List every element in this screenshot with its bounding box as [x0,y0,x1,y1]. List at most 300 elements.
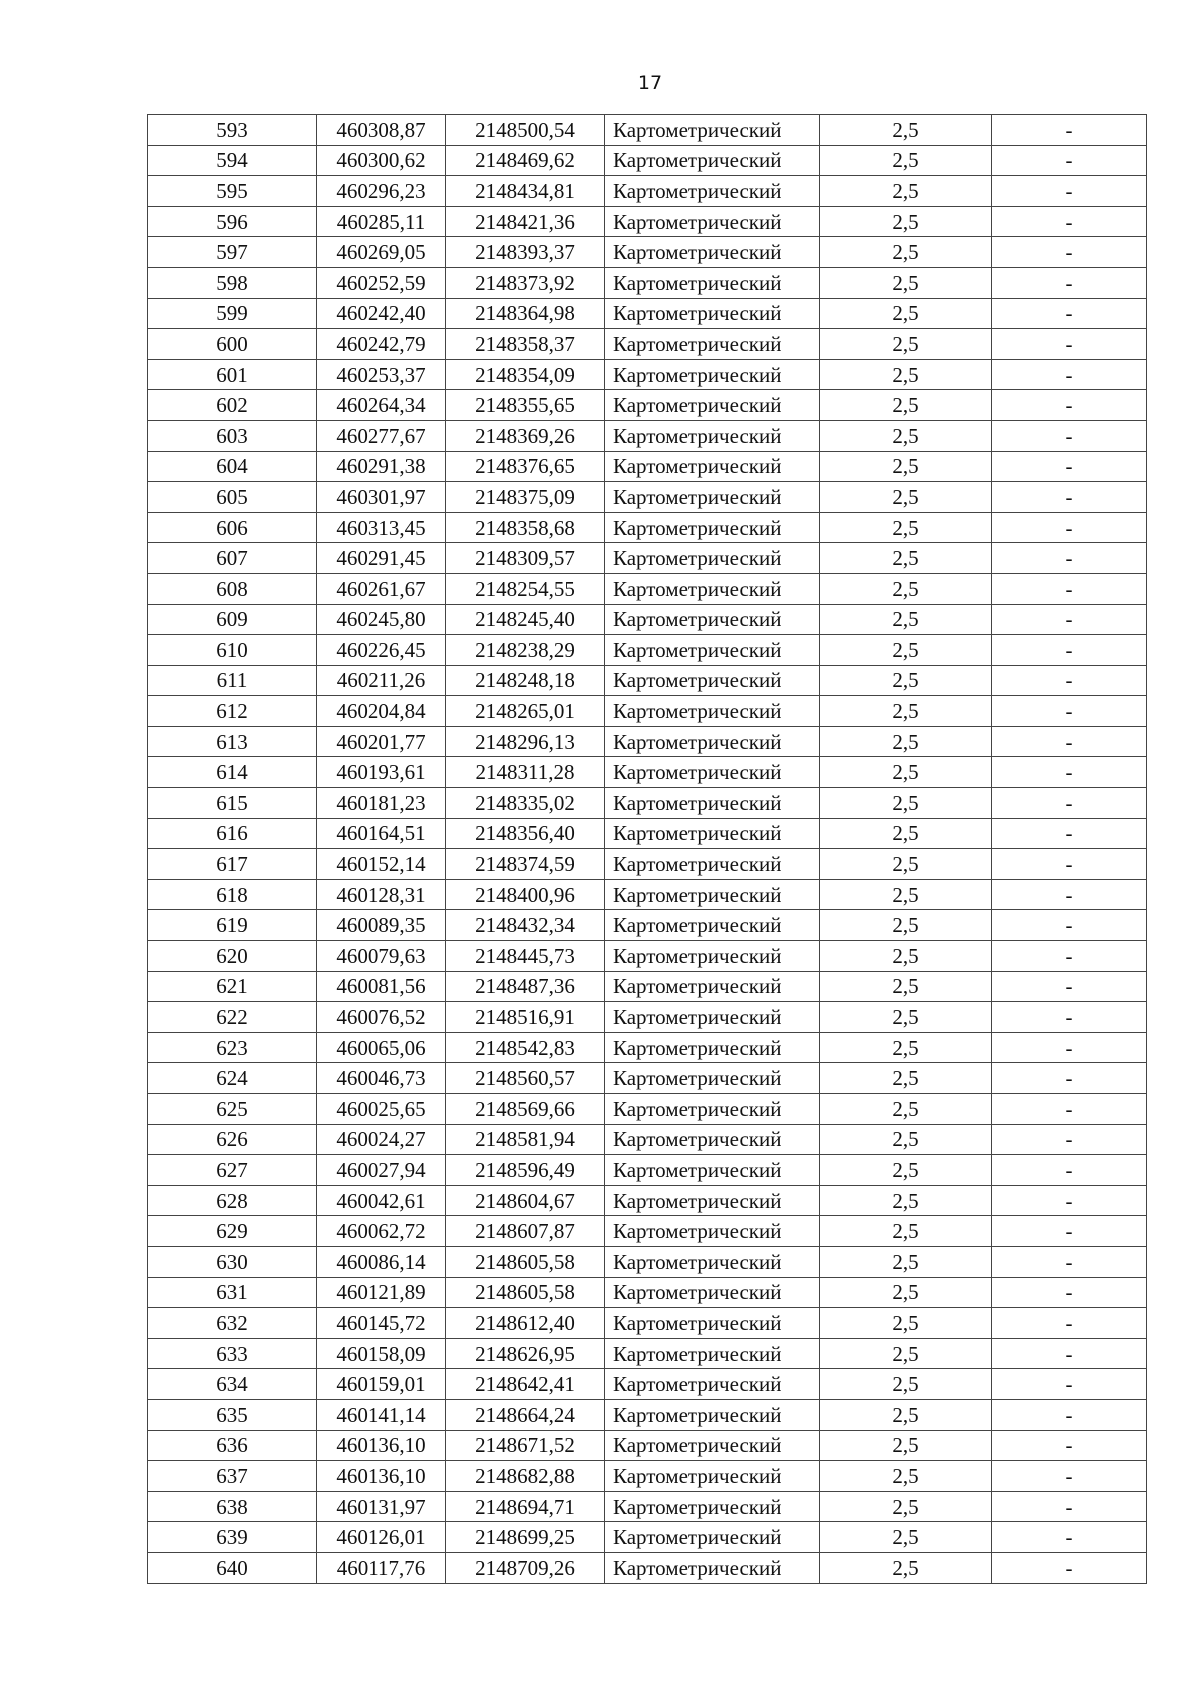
method-cell: Картометрический [605,1552,820,1583]
table-row [148,1491,1147,1522]
extra-cell: - [992,267,1147,298]
x-coordinate-cell: 460201,77 [317,726,446,757]
point-number-cell: 599 [148,298,317,329]
table-row [148,971,1147,1002]
extra-cell: - [992,788,1147,819]
point-number-cell: 610 [148,635,317,666]
accuracy-cell: 2,5 [820,910,992,941]
accuracy-cell: 2,5 [820,329,992,360]
table-row [148,206,1147,237]
x-coordinate-cell: 460126,01 [317,1522,446,1553]
y-coordinate-cell: 2148375,09 [446,482,605,513]
extra-cell: - [992,543,1147,574]
x-coordinate-cell: 460152,14 [317,849,446,880]
table-row [148,1002,1147,1033]
table-row [148,757,1147,788]
table-row [148,1552,1147,1583]
method-cell: Картометрический [605,1277,820,1308]
accuracy-cell: 2,5 [820,757,992,788]
point-number-cell: 633 [148,1338,317,1369]
point-number-cell: 614 [148,757,317,788]
method-cell: Картометрический [605,941,820,972]
point-number-cell: 609 [148,604,317,635]
extra-cell: - [992,1124,1147,1155]
method-cell: Картометрический [605,512,820,543]
method-cell: Картометрический [605,145,820,176]
x-coordinate-cell: 460242,79 [317,329,446,360]
accuracy-cell: 2,5 [820,145,992,176]
table-row [148,1124,1147,1155]
method-cell: Картометрический [605,1246,820,1277]
y-coordinate-cell: 2148664,24 [446,1399,605,1430]
table-row [148,329,1147,360]
accuracy-cell: 2,5 [820,390,992,421]
y-coordinate-cell: 2148569,66 [446,1094,605,1125]
accuracy-cell: 2,5 [820,1399,992,1430]
x-coordinate-cell: 460121,89 [317,1277,446,1308]
method-cell: Картометрический [605,757,820,788]
y-coordinate-cell: 2148369,26 [446,420,605,451]
y-coordinate-cell: 2148393,37 [446,237,605,268]
x-coordinate-cell: 460277,67 [317,420,446,451]
method-cell: Картометрический [605,1032,820,1063]
table-row [148,267,1147,298]
table-row [148,1399,1147,1430]
table-row [148,115,1147,146]
extra-cell: - [992,941,1147,972]
method-cell: Картометрический [605,1399,820,1430]
method-cell: Картометрический [605,390,820,421]
accuracy-cell: 2,5 [820,1246,992,1277]
point-number-cell: 634 [148,1369,317,1400]
x-coordinate-cell: 460086,14 [317,1246,446,1277]
y-coordinate-cell: 2148671,52 [446,1430,605,1461]
y-coordinate-cell: 2148238,29 [446,635,605,666]
table-row [148,482,1147,513]
accuracy-cell: 2,5 [820,115,992,146]
table-row [148,451,1147,482]
accuracy-cell: 2,5 [820,359,992,390]
x-coordinate-cell: 460158,09 [317,1338,446,1369]
accuracy-cell: 2,5 [820,1094,992,1125]
accuracy-cell: 2,5 [820,971,992,1002]
x-coordinate-cell: 460300,62 [317,145,446,176]
y-coordinate-cell: 2148699,25 [446,1522,605,1553]
method-cell: Картометрический [605,1063,820,1094]
extra-cell: - [992,1552,1147,1583]
x-coordinate-cell: 460046,73 [317,1063,446,1094]
accuracy-cell: 2,5 [820,1369,992,1400]
method-cell: Картометрический [605,849,820,880]
point-number-cell: 637 [148,1461,317,1492]
accuracy-cell: 2,5 [820,298,992,329]
point-number-cell: 595 [148,176,317,207]
method-cell: Картометрический [605,1185,820,1216]
method-cell: Картометрический [605,1522,820,1553]
extra-cell: - [992,1277,1147,1308]
accuracy-cell: 2,5 [820,176,992,207]
extra-cell: - [992,176,1147,207]
point-number-cell: 620 [148,941,317,972]
y-coordinate-cell: 2148487,36 [446,971,605,1002]
point-number-cell: 636 [148,1430,317,1461]
table-row [148,420,1147,451]
extra-cell: - [992,910,1147,941]
method-cell: Картометрический [605,788,820,819]
y-coordinate-cell: 2148560,57 [446,1063,605,1094]
accuracy-cell: 2,5 [820,941,992,972]
y-coordinate-cell: 2148432,34 [446,910,605,941]
x-coordinate-cell: 460065,06 [317,1032,446,1063]
extra-cell: - [992,818,1147,849]
x-coordinate-cell: 460291,45 [317,543,446,574]
point-number-cell: 606 [148,512,317,543]
point-number-cell: 632 [148,1308,317,1339]
y-coordinate-cell: 2148309,57 [446,543,605,574]
extra-cell: - [992,1155,1147,1186]
y-coordinate-cell: 2148356,40 [446,818,605,849]
point-number-cell: 608 [148,573,317,604]
method-cell: Картометрический [605,267,820,298]
extra-cell: - [992,1522,1147,1553]
method-cell: Картометрический [605,1216,820,1247]
table-row [148,1461,1147,1492]
point-number-cell: 601 [148,359,317,390]
table-row [148,1032,1147,1063]
point-number-cell: 629 [148,1216,317,1247]
point-number-cell: 624 [148,1063,317,1094]
method-cell: Картометрический [605,451,820,482]
point-number-cell: 612 [148,696,317,727]
extra-cell: - [992,1308,1147,1339]
point-number-cell: 631 [148,1277,317,1308]
table-row [148,176,1147,207]
point-number-cell: 594 [148,145,317,176]
accuracy-cell: 2,5 [820,1063,992,1094]
y-coordinate-cell: 2148373,92 [446,267,605,298]
extra-cell: - [992,1063,1147,1094]
y-coordinate-cell: 2148245,40 [446,604,605,635]
accuracy-cell: 2,5 [820,1338,992,1369]
y-coordinate-cell: 2148612,40 [446,1308,605,1339]
point-number-cell: 604 [148,451,317,482]
extra-cell: - [992,145,1147,176]
x-coordinate-cell: 460285,11 [317,206,446,237]
accuracy-cell: 2,5 [820,1522,992,1553]
y-coordinate-cell: 2148596,49 [446,1155,605,1186]
accuracy-cell: 2,5 [820,267,992,298]
accuracy-cell: 2,5 [820,573,992,604]
method-cell: Картометрический [605,1491,820,1522]
extra-cell: - [992,1399,1147,1430]
accuracy-cell: 2,5 [820,604,992,635]
method-cell: Картометрический [605,696,820,727]
x-coordinate-cell: 460226,45 [317,635,446,666]
table-row [148,1185,1147,1216]
y-coordinate-cell: 2148445,73 [446,941,605,972]
y-coordinate-cell: 2148469,62 [446,145,605,176]
point-number-cell: 623 [148,1032,317,1063]
accuracy-cell: 2,5 [820,1185,992,1216]
accuracy-cell: 2,5 [820,1277,992,1308]
table-row [148,1246,1147,1277]
method-cell: Картометрический [605,1124,820,1155]
x-coordinate-cell: 460081,56 [317,971,446,1002]
point-number-cell: 611 [148,665,317,696]
extra-cell: - [992,359,1147,390]
method-cell: Картометрический [605,665,820,696]
method-cell: Картометрический [605,1094,820,1125]
accuracy-cell: 2,5 [820,420,992,451]
y-coordinate-cell: 2148581,94 [446,1124,605,1155]
x-coordinate-cell: 460261,67 [317,573,446,604]
x-coordinate-cell: 460301,97 [317,482,446,513]
extra-cell: - [992,635,1147,666]
accuracy-cell: 2,5 [820,788,992,819]
accuracy-cell: 2,5 [820,635,992,666]
method-cell: Картометрический [605,359,820,390]
method-cell: Картометрический [605,818,820,849]
table-row [148,145,1147,176]
extra-cell: - [992,1032,1147,1063]
extra-cell: - [992,1002,1147,1033]
point-number-cell: 603 [148,420,317,451]
extra-cell: - [992,879,1147,910]
extra-cell: - [992,451,1147,482]
extra-cell: - [992,696,1147,727]
y-coordinate-cell: 2148358,37 [446,329,605,360]
accuracy-cell: 2,5 [820,1461,992,1492]
y-coordinate-cell: 2148400,96 [446,879,605,910]
point-number-cell: 616 [148,818,317,849]
y-coordinate-cell: 2148434,81 [446,176,605,207]
table-row [148,1338,1147,1369]
table-row [148,849,1147,880]
point-number-cell: 622 [148,1002,317,1033]
method-cell: Картометрический [605,1308,820,1339]
extra-cell: - [992,1430,1147,1461]
x-coordinate-cell: 460181,23 [317,788,446,819]
point-number-cell: 638 [148,1491,317,1522]
extra-cell: - [992,329,1147,360]
table-row [148,818,1147,849]
table-row [148,237,1147,268]
method-cell: Картометрический [605,604,820,635]
accuracy-cell: 2,5 [820,1430,992,1461]
method-cell: Картометрический [605,573,820,604]
extra-cell: - [992,849,1147,880]
table-row [148,1094,1147,1125]
method-cell: Картометрический [605,176,820,207]
coordinates-table [147,114,1147,1584]
extra-cell: - [992,757,1147,788]
y-coordinate-cell: 2148311,28 [446,757,605,788]
y-coordinate-cell: 2148376,65 [446,451,605,482]
x-coordinate-cell: 460136,10 [317,1430,446,1461]
table-row [148,390,1147,421]
extra-cell: - [992,1491,1147,1522]
accuracy-cell: 2,5 [820,1216,992,1247]
y-coordinate-cell: 2148358,68 [446,512,605,543]
y-coordinate-cell: 2148254,55 [446,573,605,604]
method-cell: Картометрический [605,726,820,757]
point-number-cell: 621 [148,971,317,1002]
point-number-cell: 613 [148,726,317,757]
extra-cell: - [992,1461,1147,1492]
x-coordinate-cell: 460079,63 [317,941,446,972]
point-number-cell: 605 [148,482,317,513]
accuracy-cell: 2,5 [820,696,992,727]
table-row [148,604,1147,635]
x-coordinate-cell: 460025,65 [317,1094,446,1125]
table-row [148,696,1147,727]
x-coordinate-cell: 460042,61 [317,1185,446,1216]
y-coordinate-cell: 2148296,13 [446,726,605,757]
x-coordinate-cell: 460076,52 [317,1002,446,1033]
accuracy-cell: 2,5 [820,206,992,237]
extra-cell: - [992,206,1147,237]
accuracy-cell: 2,5 [820,879,992,910]
point-number-cell: 615 [148,788,317,819]
extra-cell: - [992,971,1147,1002]
x-coordinate-cell: 460141,14 [317,1399,446,1430]
extra-cell: - [992,1338,1147,1369]
table-row [148,298,1147,329]
table-row [148,1308,1147,1339]
x-coordinate-cell: 460159,01 [317,1369,446,1400]
method-cell: Картометрический [605,329,820,360]
accuracy-cell: 2,5 [820,237,992,268]
table-row [148,1430,1147,1461]
method-cell: Картометрический [605,1155,820,1186]
x-coordinate-cell: 460269,05 [317,237,446,268]
x-coordinate-cell: 460242,40 [317,298,446,329]
x-coordinate-cell: 460131,97 [317,1491,446,1522]
y-coordinate-cell: 2148605,58 [446,1246,605,1277]
method-cell: Картометрический [605,1430,820,1461]
table-row [148,573,1147,604]
page-number: 17 [637,72,663,94]
y-coordinate-cell: 2148642,41 [446,1369,605,1400]
extra-cell: - [992,390,1147,421]
method-cell: Картометрический [605,482,820,513]
extra-cell: - [992,237,1147,268]
extra-cell: - [992,482,1147,513]
table-row [148,726,1147,757]
extra-cell: - [992,512,1147,543]
x-coordinate-cell: 460062,72 [317,1216,446,1247]
point-number-cell: 628 [148,1185,317,1216]
y-coordinate-cell: 2148265,01 [446,696,605,727]
y-coordinate-cell: 2148694,71 [446,1491,605,1522]
extra-cell: - [992,115,1147,146]
extra-cell: - [992,1216,1147,1247]
extra-cell: - [992,1369,1147,1400]
y-coordinate-cell: 2148607,87 [446,1216,605,1247]
method-cell: Картометрический [605,420,820,451]
point-number-cell: 617 [148,849,317,880]
x-coordinate-cell: 460164,51 [317,818,446,849]
y-coordinate-cell: 2148248,18 [446,665,605,696]
y-coordinate-cell: 2148516,91 [446,1002,605,1033]
extra-cell: - [992,604,1147,635]
method-cell: Картометрический [605,115,820,146]
x-coordinate-cell: 460024,27 [317,1124,446,1155]
accuracy-cell: 2,5 [820,451,992,482]
accuracy-cell: 2,5 [820,849,992,880]
table-row [148,1522,1147,1553]
y-coordinate-cell: 2148682,88 [446,1461,605,1492]
extra-cell: - [992,298,1147,329]
y-coordinate-cell: 2148374,59 [446,849,605,880]
method-cell: Картометрический [605,879,820,910]
accuracy-cell: 2,5 [820,1308,992,1339]
method-cell: Картометрический [605,298,820,329]
point-number-cell: 598 [148,267,317,298]
extra-cell: - [992,665,1147,696]
table-row [148,1155,1147,1186]
y-coordinate-cell: 2148364,98 [446,298,605,329]
y-coordinate-cell: 2148542,83 [446,1032,605,1063]
table-row [148,512,1147,543]
point-number-cell: 597 [148,237,317,268]
accuracy-cell: 2,5 [820,1032,992,1063]
point-number-cell: 640 [148,1552,317,1583]
x-coordinate-cell: 460252,59 [317,267,446,298]
x-coordinate-cell: 460253,37 [317,359,446,390]
point-number-cell: 593 [148,115,317,146]
y-coordinate-cell: 2148605,58 [446,1277,605,1308]
extra-cell: - [992,1246,1147,1277]
y-coordinate-cell: 2148335,02 [446,788,605,819]
accuracy-cell: 2,5 [820,665,992,696]
point-number-cell: 626 [148,1124,317,1155]
x-coordinate-cell: 460089,35 [317,910,446,941]
x-coordinate-cell: 460264,34 [317,390,446,421]
method-cell: Картометрический [605,910,820,941]
table-row [148,635,1147,666]
y-coordinate-cell: 2148500,54 [446,115,605,146]
x-coordinate-cell: 460204,84 [317,696,446,727]
table-row [148,1216,1147,1247]
method-cell: Картометрический [605,543,820,574]
extra-cell: - [992,420,1147,451]
point-number-cell: 596 [148,206,317,237]
point-number-cell: 607 [148,543,317,574]
x-coordinate-cell: 460136,10 [317,1461,446,1492]
coordinates-table-body [148,115,1147,1584]
point-number-cell: 630 [148,1246,317,1277]
method-cell: Картометрический [605,1002,820,1033]
table-row [148,879,1147,910]
accuracy-cell: 2,5 [820,1155,992,1186]
table-row [148,941,1147,972]
point-number-cell: 627 [148,1155,317,1186]
x-coordinate-cell: 460211,26 [317,665,446,696]
extra-cell: - [992,1094,1147,1125]
x-coordinate-cell: 460291,38 [317,451,446,482]
x-coordinate-cell: 460308,87 [317,115,446,146]
table-row [148,665,1147,696]
method-cell: Картометрический [605,971,820,1002]
table-row [148,910,1147,941]
point-number-cell: 619 [148,910,317,941]
table-row [148,788,1147,819]
accuracy-cell: 2,5 [820,1491,992,1522]
point-number-cell: 600 [148,329,317,360]
extra-cell: - [992,573,1147,604]
x-coordinate-cell: 460193,61 [317,757,446,788]
